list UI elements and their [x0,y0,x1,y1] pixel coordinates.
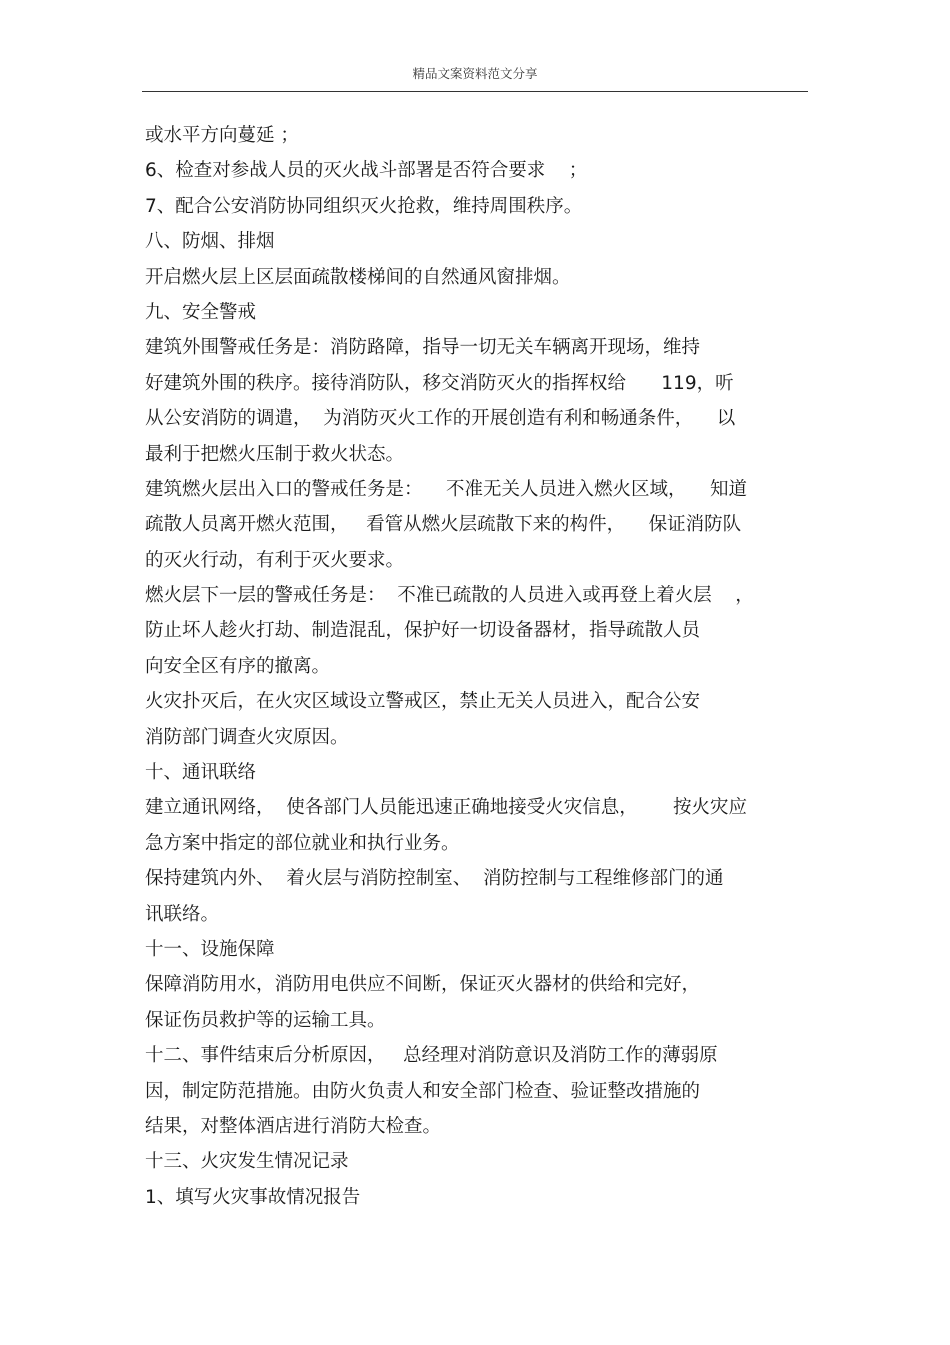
text-line: 建筑燃火层出入口的警戒任务是： 不准无关人员进入燃火区域， 知道 [145,478,748,500]
text-line: 防止坏人趁火打劫、制造混乱，保护好一切设备器材，指导疏散人员 [145,620,701,642]
text-line: 最利于把燃火压制于救火状态。 [145,443,405,465]
text-line: 消防部门调查火灾原因。 [145,726,349,748]
section-heading: 九、安全警戒 [145,301,257,323]
text-line: 建立通讯网络， 使各部门人员能迅速正确地接受火灾信息， 按火灾应 [145,797,748,819]
text-line: 燃火层下一层的警戒任务是： 不准已疏散的人员进入或再登上着火层 ， [145,585,754,607]
text-line: 保持建筑内外、 着火层与消防控制室、 消防控制与工程维修部门的通 [145,868,724,890]
page-header: 精品文案资料范文分享 [412,66,538,81]
text-line: 火灾扑灭后，在火灾区域设立警戒区，禁止无关人员进入，配合公安 [145,691,701,713]
section-heading: 十、通讯联络 [145,762,257,784]
text-line: 急方案中指定的部位就业和执行业务。 [145,832,460,854]
text-line: 从公安消防的调遣， 为消防灭火工作的开展创造有利和畅通条件， 以 [145,408,736,430]
document-body [145,118,815,1215]
text-line: 建筑外围警戒任务是：消防路障，指导一切无关车辆离开现场，维持 [145,337,701,359]
text-line: 的灭火行动，有利于灭火要求。 [145,549,405,571]
text-line: 向安全区有序的撤离。 [145,655,331,677]
text-line: 疏散人员离开燃火范围， 看管从燃火层疏散下来的构件， 保证消防队 [145,514,742,536]
text-line: 好建筑外围的秩序。接待消防队，移交消防灭火的指挥权给 119，听 [145,372,734,394]
section-heading: 十一、设施保障 [145,938,275,960]
section-heading: 八、防烟、排烟 [145,231,275,253]
section-heading: 十三、火灾发生情况记录 [145,1151,349,1173]
text-line: 6、检查对参战人员的灭火战斗部署是否符合要求 ； [145,160,588,182]
text-line: 保证伤员救护等的运输工具。 [145,1009,386,1031]
text-line: 讯联络。 [145,903,220,925]
text-line: 结果，对整体酒店进行消防大检查。 [145,1115,442,1137]
text-line: 因，制定防范措施。由防火负责人和安全部门检查、验证整改措施的 [145,1080,701,1102]
section-heading: 十二、事件结束后分析原因， 总经理对消防意识及消防工作的薄弱原 [145,1045,718,1067]
text-line: 开启燃火层上区层面疏散楼梯间的自然通风窗排烟。 [145,266,571,288]
text-line: 保障消防用水，消防用电供应不间断，保证灭火器材的供给和完好， [145,974,701,996]
header-rule [142,91,808,92]
text-line: 1、填写火灾事故情况报告 [145,1186,361,1208]
text-line: 7、配合公安消防协同组织灭火抢救，维持周围秩序。 [145,195,583,217]
text-line: 或水平方向蔓延 ； [145,125,299,146]
